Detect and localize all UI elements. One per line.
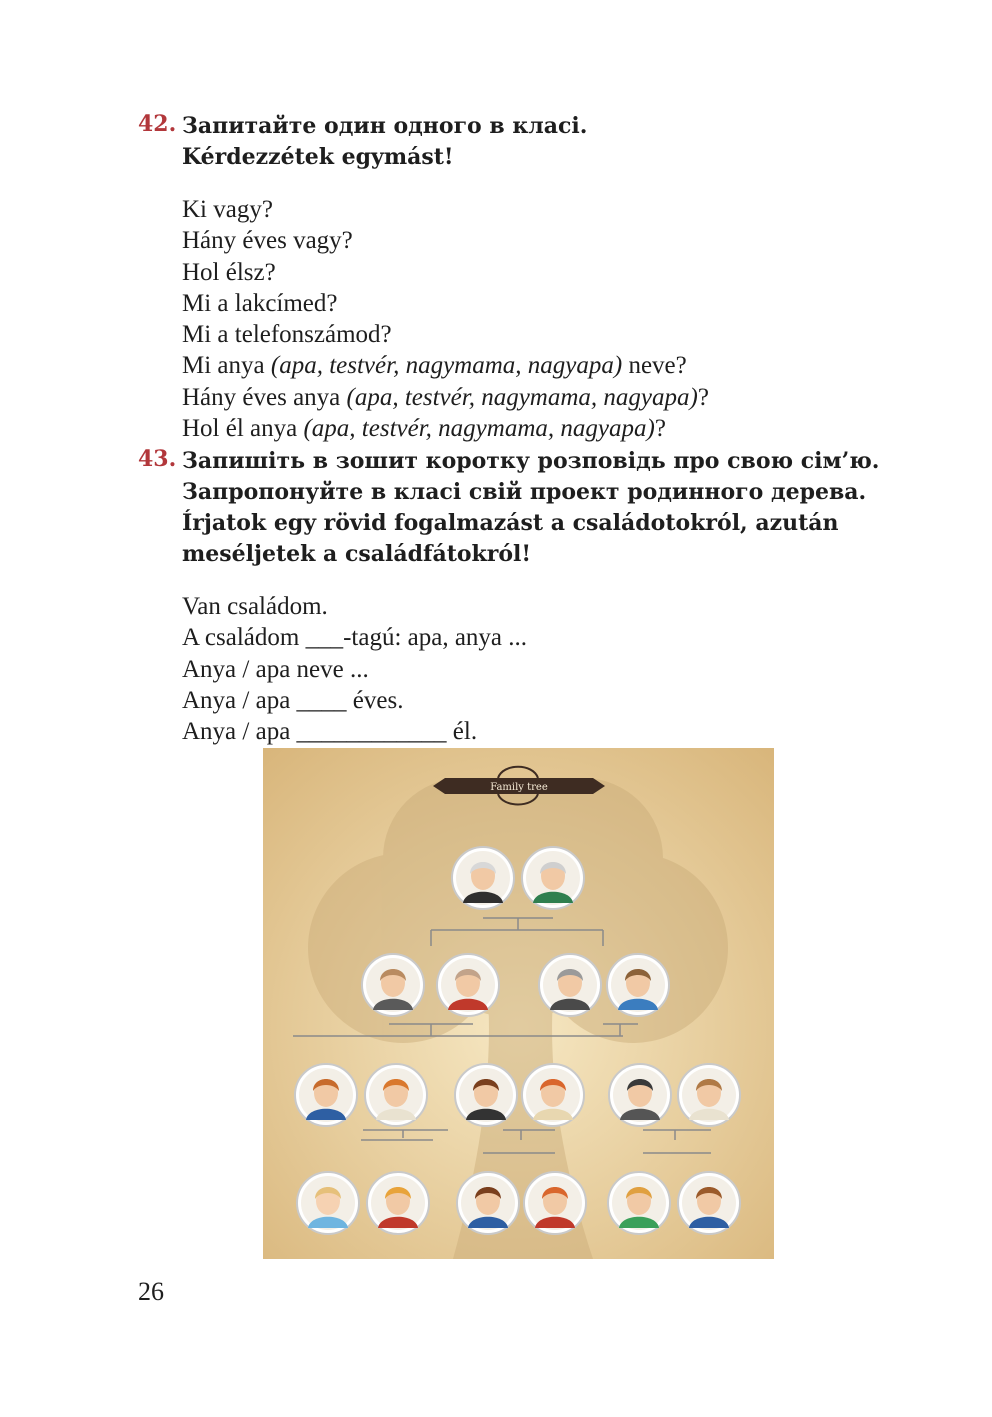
heading-line: Kérdezzétek egymást! — [182, 144, 454, 170]
avatar-grandpa — [452, 847, 514, 909]
text-segment: Mi a telefonszámod? — [182, 321, 392, 349]
text-segment: Anya / apa neve ... — [182, 655, 369, 683]
text-line — [182, 382, 898, 413]
page-number: 26 — [138, 1277, 164, 1306]
text-line — [182, 288, 898, 319]
avatar-man — [609, 1064, 671, 1126]
avatar-woman — [678, 1064, 740, 1126]
avatar-man — [455, 1064, 517, 1126]
text-segment: ? — [654, 415, 666, 443]
heading-line: Запишіть в зошит коротку розповідь про свою сім’ю. — [182, 448, 880, 474]
text-line — [182, 591, 898, 622]
family-tree-illustration — [263, 748, 774, 1259]
avatar-woman — [607, 954, 669, 1016]
text-segment: Anya / apa ____________ él. — [182, 718, 478, 746]
heading-line: meséljetek a családfátokról! — [182, 541, 532, 567]
avatar-baby — [297, 1172, 359, 1234]
text-line — [182, 257, 898, 288]
italic-segment: (apa, testvér, nagymama, nagyapa) — [303, 415, 655, 443]
family-tree-graphic — [263, 748, 774, 1259]
text-segment: A családom ___-tagú: apa, anya ... — [182, 624, 528, 652]
text-segment: Hol élsz? — [182, 258, 276, 286]
text-segment: Anya / apa ____ éves. — [182, 686, 404, 714]
text-segment: Ki vagy? — [182, 196, 273, 223]
text-line — [182, 685, 898, 716]
avatar-girl — [524, 1172, 586, 1234]
text-line — [182, 413, 898, 444]
text-line — [182, 319, 898, 350]
template-sentence-list — [182, 591, 898, 747]
avatar-boy — [608, 1172, 670, 1234]
avatar-man — [539, 954, 601, 1016]
avatar-woman — [522, 1064, 584, 1126]
exercise-42 — [138, 111, 898, 444]
heading-line: Запропонуйте в класі свій проект родинного дерева. — [182, 479, 867, 505]
text-segment: neve? — [622, 352, 687, 380]
avatar-girl — [365, 1064, 427, 1126]
exercise-number: 43. — [138, 446, 177, 472]
text-line — [182, 225, 898, 256]
text-line — [182, 350, 898, 381]
heading-line: Запитайте один одного в класі. — [182, 113, 588, 139]
text-segment: Hány éves vagy? — [182, 227, 353, 255]
text-segment: Mi anya — [182, 352, 271, 380]
text-line — [182, 654, 898, 685]
heading-line: Írjatok egy rövid fogalmazást a családotokról, azután — [182, 510, 839, 536]
text-line — [182, 622, 898, 653]
avatar-woman — [437, 954, 499, 1016]
exercise-heading — [182, 111, 898, 173]
exercise-heading — [182, 446, 898, 570]
text-segment: Mi a lakcímed? — [182, 289, 338, 317]
avatar-girl — [678, 1172, 740, 1234]
avatar-girl — [367, 1172, 429, 1234]
text-segment: Hol él anya — [182, 415, 304, 443]
italic-segment: (apa, testvér, nagymama, nagyapa) — [270, 352, 623, 380]
text-line — [182, 194, 898, 225]
avatar-man — [362, 954, 424, 1016]
banner-label: Family tree — [490, 782, 548, 793]
avatar-grandma — [522, 847, 584, 909]
avatar-boy — [457, 1172, 519, 1234]
avatar-boy — [295, 1064, 357, 1126]
exercise-number: 42. — [138, 111, 177, 137]
text-segment: Van családom. — [182, 593, 328, 620]
question-list — [182, 194, 898, 444]
italic-segment: (apa, testvér, nagymama, nagyapa) — [346, 383, 698, 411]
text-segment: ? — [697, 383, 709, 411]
text-line — [182, 716, 898, 747]
exercise-43 — [138, 446, 898, 747]
text-segment: Hány éves anya — [182, 383, 347, 411]
